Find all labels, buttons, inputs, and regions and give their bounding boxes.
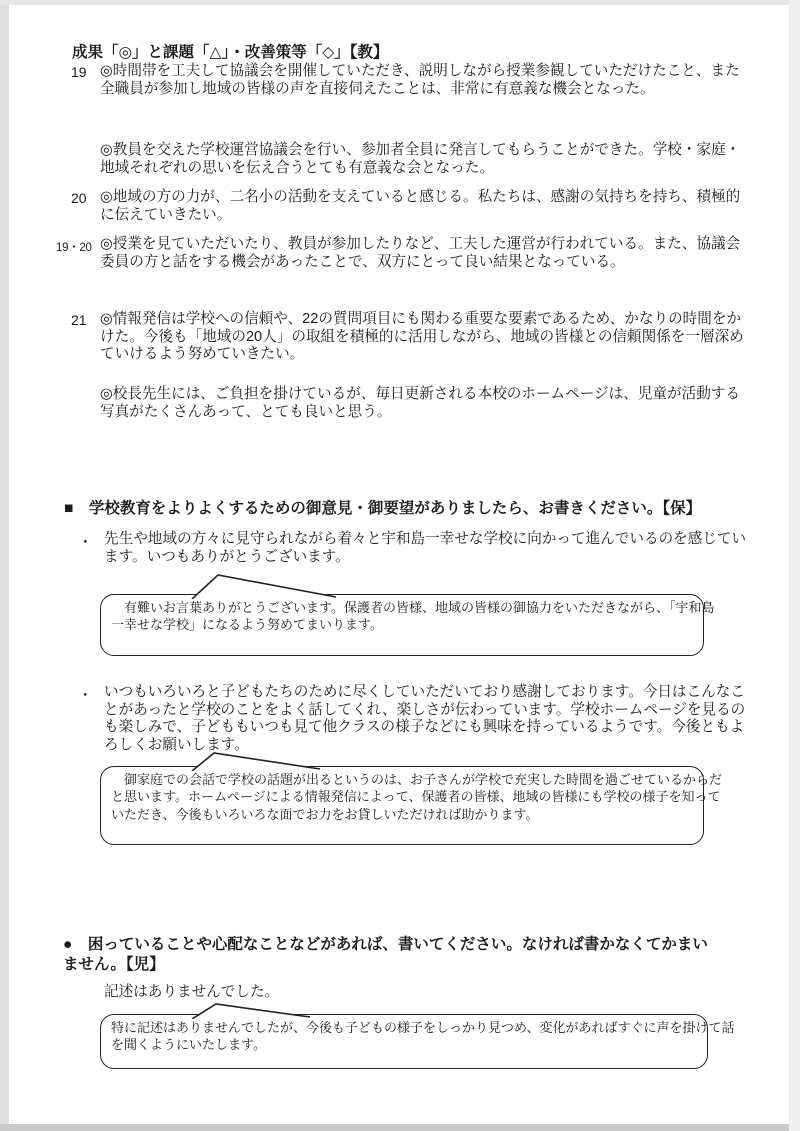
- item-number: 19・20: [56, 242, 92, 254]
- scan-edge-right: [789, 0, 800, 1131]
- school-reply-bubble-2: [100, 766, 723, 845]
- kyo-item-unnumbered-1: [0, 142, 800, 177]
- comment-text: いつもいろいろと子どもたちのために尽くしていただいており感謝しております。今日はこんなこ とがあったと学校のことをよく話してくれ、楽しさが伝わっています。学校ホームページを見るの も楽しみで、子どももいつも見て他クラスの様子などにも興味を持っているようです。今後ともよ ろしくお願いします。: [104, 684, 746, 753]
- bullet-marker: ・: [78, 688, 93, 704]
- kyo-item-19: [0, 63, 800, 98]
- section-ho-heading: ■ 学校教育をよりよくするための御意見・御要望がありましたら、お書きください。【保】: [64, 500, 702, 517]
- item-text: ◎校長先生には、ご負担を掛けているが、毎日更新される本校のホームページは、児童が活動する 写真がたくさんあって、とても良いと思う。: [100, 386, 740, 420]
- parent-comment-2: [0, 684, 800, 754]
- reply-text: 特に記述はありませんでしたが、今後も子どもの様子をしっかり見つめ、変化があればすぐに声を掛けて話 を聞くようにいたします。: [111, 1020, 735, 1053]
- section-ji-heading: ● 困っていることや心配なことなどがあれば、書いてください。なければ書かなくてかまい ません。【児】: [63, 936, 708, 973]
- scan-edge-bottom: [0, 1124, 800, 1131]
- item-number: 20: [71, 190, 87, 206]
- ji-note: 記述はありませんでした。: [104, 984, 280, 1000]
- bubble-tail: [191, 573, 337, 599]
- school-reply-bubble-3: [100, 1014, 735, 1069]
- school-reply-bubble-1: [100, 594, 715, 656]
- bubble-tail: [191, 751, 321, 771]
- item-text: ◎情報発信は学校への信頼や、22の質問項目にも関わる重要な要素であるため、かなりの時間をか けた。今後も「地域の20人」の取組を積極的に活用しながら、地域の皆様との信頼関係を一層深め ていけるよう努めていきたい。: [100, 311, 744, 363]
- item-text: ◎教員を交えた学校運営協議会を行い、参加者全員に発言してもらうことができた。学校・家庭・ 地域それぞれの思いを伝え合うとても有意義な会となった。: [100, 142, 741, 176]
- section-kyo-title: 成果「◎」と課題「△」・改善策等「◇」【教】: [72, 44, 389, 61]
- item-number: 19: [71, 64, 87, 80]
- scan-edge-top: [0, 0, 800, 5]
- reply-text: 御家庭での会話で学校の話題が出るというのは、お子さんが学校で充実した時間を過ごせているからだ と思います。ホームページによる情報発信によって、保護者の皆様、地域の皆様にも学校の様子を知って いただき、今後もいろいろな面でお力をお貸しいただければ助かります。: [111, 772, 723, 822]
- kyo-item-20: [0, 189, 800, 224]
- bubble-tail: [191, 1002, 311, 1019]
- item-number: 21: [71, 312, 87, 328]
- scan-edge-left: [0, 0, 9, 1131]
- item-text: ◎授業を見ていただいたり、教員が参加したりなど、工夫した運営が行われている。また、協議会 委員の方と話をする機会があったことで、双方にとって良い結果となっている。: [100, 236, 741, 270]
- bullet-marker: ・: [78, 535, 93, 551]
- reply-text: 有難いお言葉ありがとうございます。保護者の皆様、地域の皆様の御協力をいただきながら、「宇和島 一幸せな学校」になるよう努めてまいります。: [111, 600, 715, 633]
- kyo-item-21: [0, 311, 800, 364]
- comment-text: 先生や地域の方々に見守られながら着々と宇和島一幸せな学校に向かって進んでいるのを感じてい ます。いつもありがとうございます。: [104, 531, 747, 565]
- kyo-item-19-20: [0, 236, 800, 271]
- parent-comment-1: [0, 531, 800, 566]
- kyo-item-unnumbered-2: [0, 386, 800, 421]
- item-text: ◎地域の方の力が、二名小の活動を支えていると感じる。私たちは、感謝の気持ちを持ち、積極的 に伝えていきたい。: [100, 189, 741, 223]
- item-text: ◎時間帯を工夫して協議会を開催していただき、説明しながら授業参観していただけたこと、また 全職員が参加し地域の皆様の声を直接伺えたことは、非常に有意義な機会となった。: [100, 63, 740, 97]
